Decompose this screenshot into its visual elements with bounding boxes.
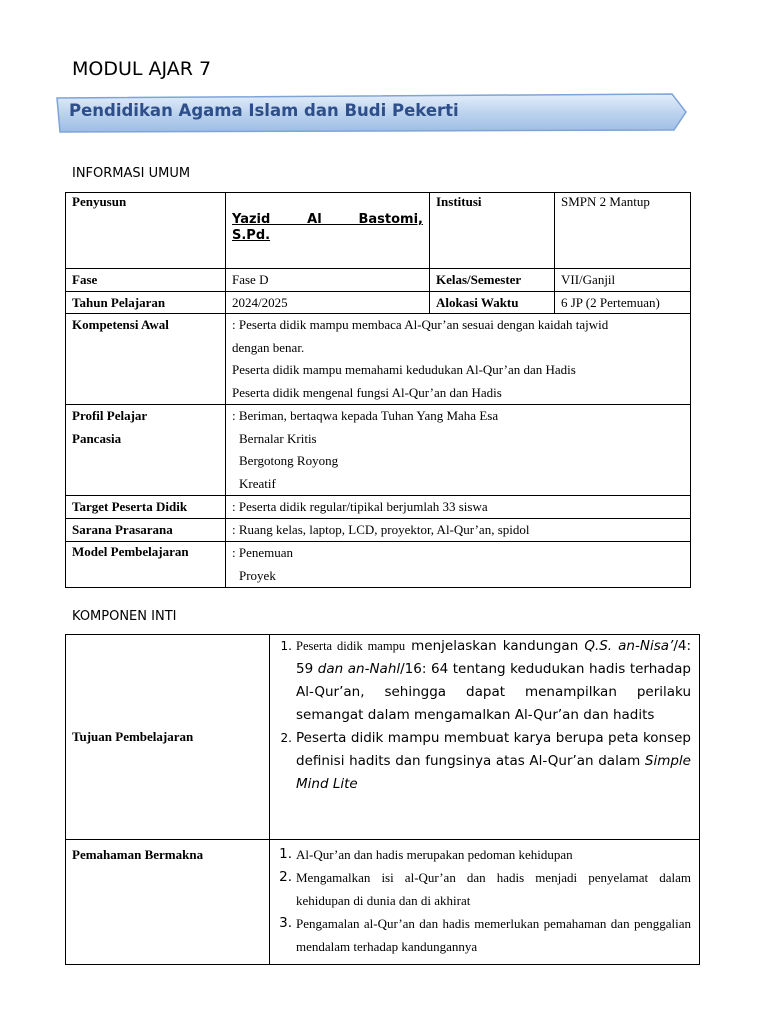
profil-line: : Beriman, bertaqwa kepada Tuhan Yang Maha Esa bbox=[232, 408, 499, 423]
subject-banner bbox=[54, 92, 690, 136]
table-row bbox=[66, 193, 691, 269]
tujuan-1-dan: dan an-Nahl bbox=[317, 661, 401, 677]
table-row bbox=[66, 519, 691, 542]
profil-label-line: Pancasia bbox=[72, 430, 122, 446]
kompetensi-line: Peserta didik mampu memahami kedudukan Al-Qur’an dan Hadis bbox=[232, 362, 576, 377]
list-number: 2. bbox=[279, 869, 292, 885]
sarana-value: : Ruang kelas, laptop, LCD, proyektor, Al-Qur’an, spidol bbox=[226, 519, 691, 542]
info-table bbox=[65, 192, 691, 588]
kompetensi-value bbox=[226, 314, 691, 405]
page-title: MODUL AJAR 7 bbox=[72, 58, 212, 80]
sarana-label: Sarana Prasarana bbox=[66, 519, 226, 542]
table-row bbox=[66, 635, 700, 840]
penyusun-name: Yazid Al Bastomi, bbox=[232, 212, 423, 227]
table-row bbox=[66, 292, 691, 314]
table-row bbox=[66, 496, 691, 519]
profil-line: Kreatif bbox=[239, 475, 276, 491]
tahun-value: 2024/2025 bbox=[226, 292, 430, 314]
inti-table bbox=[65, 634, 700, 965]
pemahaman-value bbox=[270, 840, 700, 965]
tujuan-1-ayat: /4: 59 bbox=[296, 638, 691, 677]
tujuan-1-text-b: /16: 64 tentang kedudukan hadis terhadap Al-Qur’an, sehingga dapat menampilkan perilaku semangat dalam mengamalkan Al-Qur’an dan hadits bbox=[296, 661, 691, 723]
list-number: 2. bbox=[280, 731, 292, 745]
table-row bbox=[66, 314, 691, 405]
tujuan-value bbox=[270, 635, 700, 840]
tujuan-1-surah: Q.S. an-Nisa’ bbox=[584, 638, 674, 654]
table-row bbox=[66, 269, 691, 292]
list-number: 1. bbox=[279, 846, 292, 862]
profil-line: Bernalar Kritis bbox=[239, 430, 317, 446]
kompetensi-line: : Peserta didik mampu membaca Al-Qur’an sesuai dengan kaidah tajwid bbox=[232, 317, 609, 332]
list-item bbox=[270, 866, 691, 912]
kompetensi-label: Kompetensi Awal bbox=[66, 314, 226, 405]
list-item bbox=[270, 635, 691, 727]
model-line: : Penemuan bbox=[232, 545, 294, 560]
penyusun-label: Penyusun bbox=[66, 193, 226, 269]
kelas-label: Kelas/Semester bbox=[430, 269, 555, 292]
list-item bbox=[270, 912, 691, 958]
model-label: Model Pembelajaran bbox=[66, 542, 226, 588]
alokasi-value: 6 JP (2 Pertemuan) bbox=[555, 292, 691, 314]
list-item bbox=[270, 843, 691, 866]
penyusun-degree: S.Pd. bbox=[232, 228, 271, 243]
pemahaman-text: Pengamalan al-Qur’an dan hadis memerlukan pemahaman dan penggalian mendalam terhadap kandungannya bbox=[296, 916, 691, 954]
fase-value: Fase D bbox=[226, 269, 430, 292]
profil-label bbox=[66, 405, 226, 496]
tujuan-2-app: Simple Mind Lite bbox=[296, 753, 691, 792]
pemahaman-text: Al-Qur’an dan hadis merupakan pedoman kehidupan bbox=[296, 847, 573, 862]
kelas-value: VII/Ganjil bbox=[555, 269, 691, 292]
target-label: Target Peserta Didik bbox=[66, 496, 226, 519]
penyusun-cell bbox=[226, 193, 430, 269]
profil-line: Bergotong Royong bbox=[239, 453, 339, 468]
tujuan-1-text-a: menjelaskan kandungan bbox=[405, 638, 585, 654]
table-row bbox=[66, 405, 691, 496]
target-value: : Peserta didik regular/tipikal berjumlah 33 siswa bbox=[226, 496, 691, 519]
institusi-label: Institusi bbox=[430, 193, 555, 269]
list-item bbox=[270, 727, 691, 796]
kompetensi-line: Peserta didik mengenal fungsi Al-Qur’an dan Hadis bbox=[232, 384, 502, 400]
fase-label: Fase bbox=[66, 269, 226, 292]
model-value bbox=[226, 542, 691, 588]
model-line: Proyek bbox=[239, 567, 276, 583]
tahun-label: Tahun Pelajaran bbox=[66, 292, 226, 314]
info-heading: INFORMASI UMUM bbox=[72, 166, 191, 181]
list-number: 1. bbox=[280, 639, 292, 653]
table-row bbox=[66, 840, 700, 965]
institusi-value: SMPN 2 Mantup bbox=[555, 193, 691, 269]
profil-value bbox=[226, 405, 691, 496]
kompetensi-line: dengan benar. bbox=[232, 339, 305, 355]
tujuan-1-lead: Peserta didik mampu bbox=[296, 639, 406, 653]
pemahaman-label: Pemahaman Bermakna bbox=[66, 840, 270, 965]
banner-title: Pendidikan Agama Islam dan Budi Pekerti bbox=[69, 101, 459, 120]
list-number: 3. bbox=[279, 915, 292, 931]
tujuan-label: Tujuan Pembelajaran bbox=[66, 635, 270, 840]
pemahaman-text: Mengamalkan isi al-Qur’an dan hadis menjadi penyelamat dalam kehidupan di dunia dan di akhirat bbox=[296, 870, 691, 908]
inti-heading: KOMPONEN INTI bbox=[72, 609, 177, 624]
profil-label-line: Profil Pelajar bbox=[72, 408, 148, 423]
alokasi-label: Alokasi Waktu bbox=[430, 292, 555, 314]
table-row bbox=[66, 542, 691, 588]
tujuan-2-text: Peserta didik mampu membuat karya berupa peta konsep definisi hadits dan fungsinya atas Al-Qur’an dalam bbox=[296, 730, 691, 769]
